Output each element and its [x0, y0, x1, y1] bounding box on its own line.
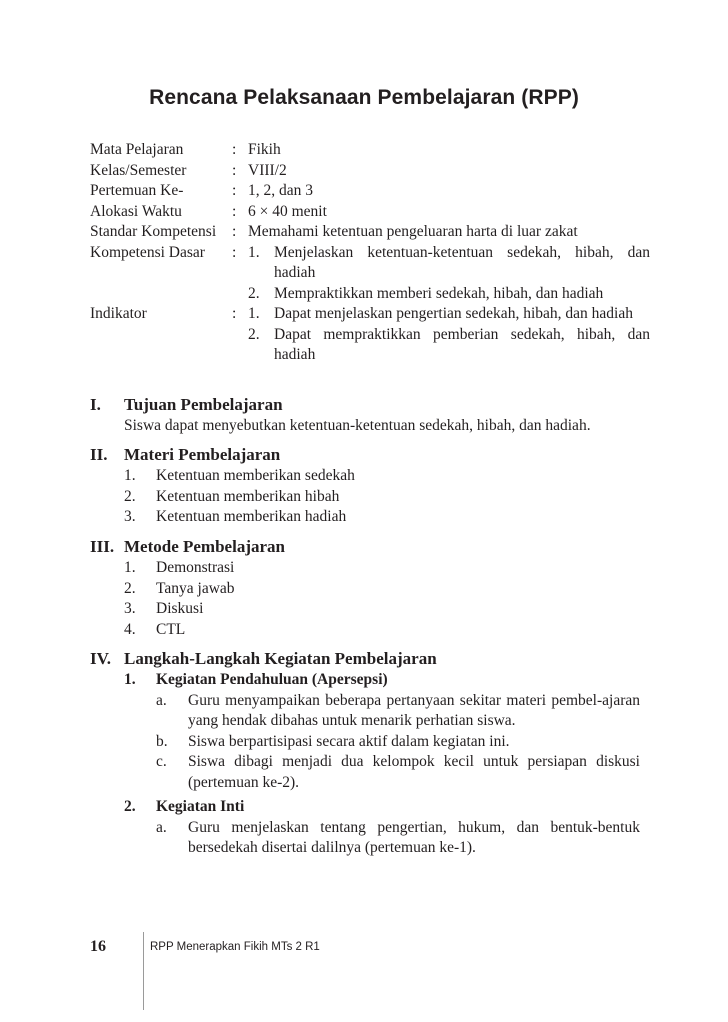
sub-text: Siswa dibagi menjadi dua kelompok kecil untuk persiapan diskusi (pertemuan ke-2).: [188, 753, 640, 791]
section-list: [90, 466, 640, 528]
step-title: Kegiatan Inti: [156, 798, 245, 815]
section-heading: [90, 394, 640, 416]
meta-label: Kompetensi Dasar: [90, 243, 205, 261]
list-item: [124, 620, 640, 641]
meta-row-kompetensi-dasar: [90, 243, 650, 305]
meta-label: Indikator: [90, 305, 147, 322]
section-number: III.: [90, 537, 115, 556]
meta-colon: :: [232, 202, 237, 220]
step-title: Kegiatan Pendahuluan (Apersepsi): [156, 671, 388, 688]
list-item: [124, 599, 640, 620]
list-text: Dapat mempraktikkan pemberian sedekah, hibah, dan hadiah: [274, 325, 650, 363]
step-item: [124, 797, 640, 859]
sub-item: [156, 732, 640, 753]
step-number: 1.: [124, 671, 136, 688]
page-title: Rencana Pelaksanaan Pembelajaran (RPP): [149, 86, 579, 109]
meta-colon: :: [232, 305, 237, 322]
meta-colon: :: [232, 141, 237, 158]
meta-row-mata-pelajaran: [90, 140, 650, 161]
meta-value: [248, 304, 650, 366]
sub-text: Siswa berpartisipasi secara aktif dalam kegiatan ini.: [188, 732, 510, 750]
meta-colon: :: [232, 223, 237, 240]
section-title: Tujuan Pembelajaran: [124, 395, 283, 414]
list-number: 4.: [124, 620, 136, 638]
meta-label: Mata Pelajaran: [90, 141, 184, 158]
meta-value: Fikih: [248, 141, 281, 158]
list-text: CTL: [156, 620, 186, 638]
list-item: [248, 243, 650, 284]
list-number: 2.: [124, 579, 136, 597]
section-number: I.: [90, 395, 101, 414]
list-text: Ketentuan memberikan hibah: [156, 487, 340, 505]
meta-colon: :: [232, 161, 237, 179]
meta-row-indikator: [90, 304, 650, 366]
meta-value: 1, 2, dan 3: [248, 182, 314, 199]
meta-row-kelas: [90, 161, 650, 182]
meta-label: Pertemuan Ke-: [90, 182, 184, 199]
meta-label: Kelas/Semester: [90, 161, 187, 179]
step-content: [156, 797, 640, 859]
meta-value: [248, 243, 650, 305]
page-number: 16: [90, 938, 106, 955]
sub-text: Guru menjelaskan tentang pengertian, hukum, dan bentuk-bentuk bersedekah disertai dalilnya (pertemuan ke-1).: [188, 818, 640, 856]
list-number: 1.: [248, 305, 260, 322]
list-text: Tanya jawab: [156, 579, 235, 597]
section-list: [90, 558, 640, 640]
step-content: [156, 670, 640, 793]
list-number: 2.: [248, 284, 260, 302]
list-number: 2.: [248, 325, 260, 343]
section-heading: [90, 444, 640, 466]
section-title: Langkah-Langkah Kegiatan Pembelajaran: [124, 649, 437, 668]
meta-colon: :: [232, 243, 237, 261]
section-metode: [90, 536, 640, 640]
rpp-identity-block: [90, 140, 650, 366]
list-number: 3.: [124, 508, 136, 525]
list-text: Demonstrasi: [156, 559, 235, 576]
meta-value: 6 × 40 menit: [248, 202, 327, 220]
list-text: Ketentuan memberikan hadiah: [156, 508, 347, 525]
list-number: 1.: [248, 243, 260, 261]
sub-item: [156, 818, 640, 859]
section-number: II.: [90, 445, 108, 464]
list-text: Menjelaskan ketentuan-ketentuan sedekah, hibah, dan hadiah: [274, 243, 650, 281]
section-heading: [90, 536, 640, 558]
sub-item: [156, 691, 640, 732]
meta-row-standar: [90, 222, 650, 243]
meta-row-pertemuan: [90, 181, 650, 202]
list-item: [248, 284, 650, 305]
step-number: 2.: [124, 798, 136, 815]
section-title: Metode Pembelajaran: [124, 537, 285, 556]
meta-label: Alokasi Waktu: [90, 202, 182, 220]
list-item: [248, 304, 650, 325]
list-item: [124, 466, 640, 487]
running-footer-title: RPP Menerapkan Fikih MTs 2 R1: [150, 941, 320, 953]
step-item: [124, 670, 640, 793]
list-number: 1.: [124, 467, 136, 484]
list-text: Mempraktikkan memberi sedekah, hibah, dan hadiah: [274, 284, 604, 302]
list-text: Dapat menjelaskan pengertian sedekah, hibah, dan hadiah: [274, 305, 633, 322]
sub-number: b.: [156, 732, 168, 750]
meta-colon: :: [232, 182, 237, 199]
section-steps: [90, 670, 640, 859]
meta-value: VIII/2: [248, 161, 287, 179]
sub-text: Guru menyampaikan beberapa pertanyaan sekitar materi pembel-ajaran yang hendak dibahas untuk menarik perhatian siswa.: [188, 691, 640, 729]
sub-number: c.: [156, 753, 167, 770]
sub-number: a.: [156, 818, 167, 836]
list-text: Diskusi: [156, 600, 204, 617]
footer-divider: [143, 932, 144, 1010]
list-number: 3.: [124, 600, 136, 617]
list-item: [124, 558, 640, 579]
list-item: [124, 507, 640, 528]
list-number: 1.: [124, 559, 136, 576]
section-tujuan: [90, 394, 640, 437]
sub-number: a.: [156, 691, 167, 709]
list-item: [124, 487, 640, 508]
section-text: Siswa dapat menyebutkan ketentuan-ketentuan sedekah, hibah, dan hadiah.: [124, 417, 591, 434]
list-item: [124, 579, 640, 600]
section-langkah: [90, 648, 640, 859]
section-number: IV.: [90, 649, 111, 668]
list-text: Ketentuan memberikan sedekah: [156, 467, 355, 484]
list-item: [248, 325, 650, 366]
list-number: 2.: [124, 487, 136, 505]
section-materi: [90, 444, 640, 528]
section-title: Materi Pembelajaran: [124, 445, 281, 464]
meta-row-alokasi: [90, 202, 650, 223]
meta-value: Memahami ketentuan pengeluaran harta di luar zakat: [248, 223, 578, 240]
section-heading: [90, 648, 640, 670]
meta-label: Standar Kompetensi: [90, 223, 217, 240]
sub-item: [156, 752, 640, 793]
